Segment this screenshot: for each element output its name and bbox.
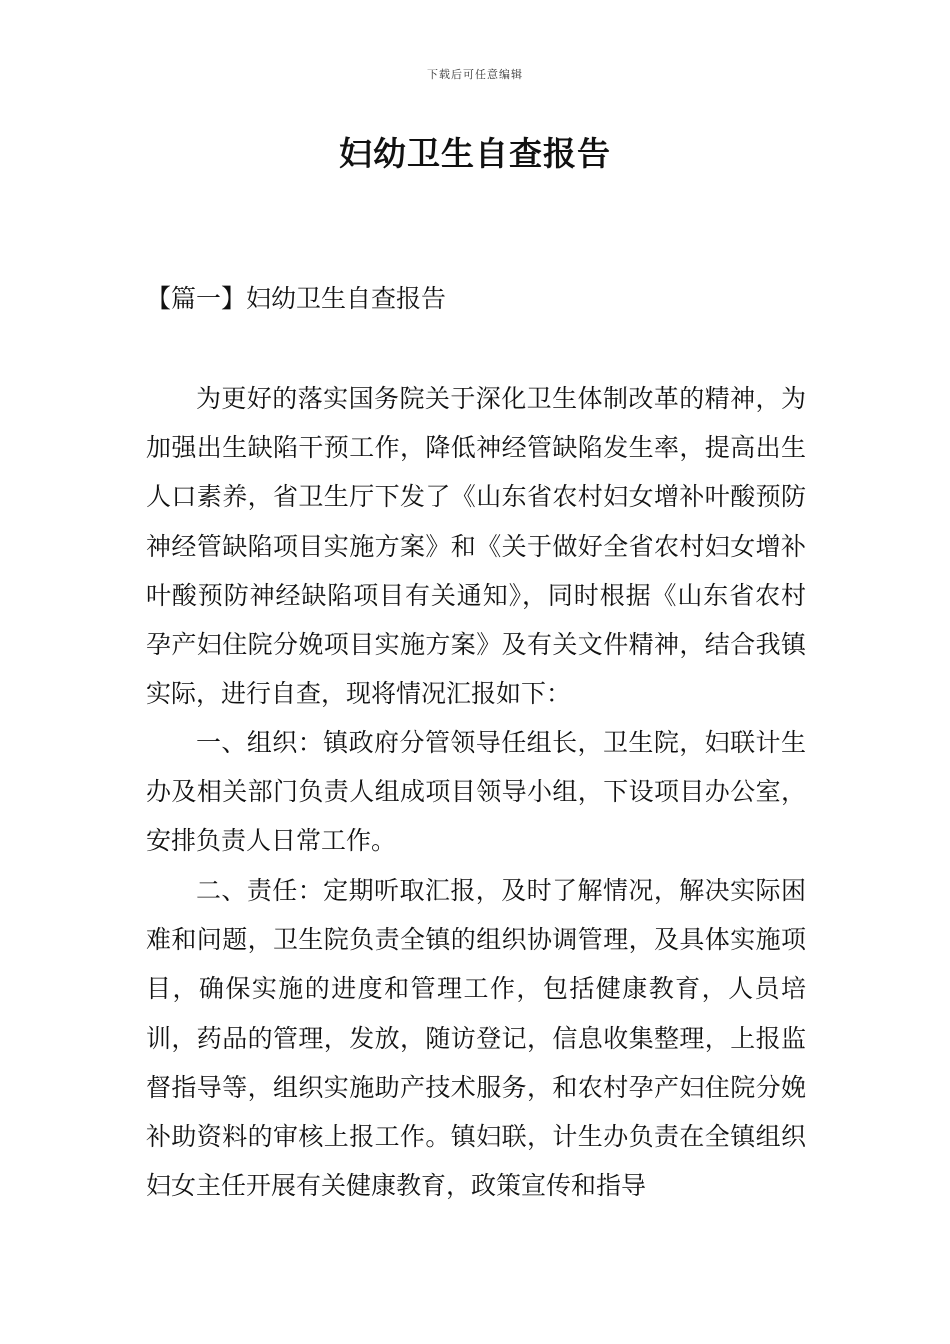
paragraph-responsibility [146, 866, 806, 1210]
section-heading: 【篇一】妇幼卫生自查报告 [146, 284, 447, 313]
paragraph-organization [146, 718, 806, 866]
paragraph-text: 二、责任：定期听取汇报，及时了解情况，解决实际困难和问题，卫生院负责全镇的组织协调管理，及具体实施项目，确保实施的进度和管理工作，包括健康教育，人员培训，药品的管理，发放，随访登记，信息收集整理，上报监督指导等，组织实施助产技术服务，和农村孕产妇住院分娩补助资料的审核上报工作。镇妇联，计生办负责在全镇组织妇女主任开展有关健康教育，政策宣传和指导 [146, 876, 806, 1201]
document-title: 妇幼卫生自查报告 [339, 134, 611, 173]
paragraph-text: 一、组织：镇政府分管领导任组长，卫生院，妇联计生办及相关部门负责人组成项目领导小组，下设项目办公室，安排负责人日常工作。 [146, 728, 806, 856]
header-note: 下载后可任意编辑 [427, 68, 523, 81]
paragraph-intro [146, 374, 806, 718]
paragraph-text: 为更好的落实国务院关于深化卫生体制改革的精神，为加强出生缺陷干预工作，降低神经管缺陷发生率，提高出生人口素养，省卫生厅下发了《山东省农村妇女增补叶酸预防神经管缺陷项目实施方案》和《关于做好全省农村妇女增补叶酸预防神经缺陷项目有关通知》，同时根据《山东省农村孕产妇住院分娩项目实施方案》及有关文件精神，结合我镇实际，进行自查，现将情况汇报如下： [146, 384, 806, 709]
